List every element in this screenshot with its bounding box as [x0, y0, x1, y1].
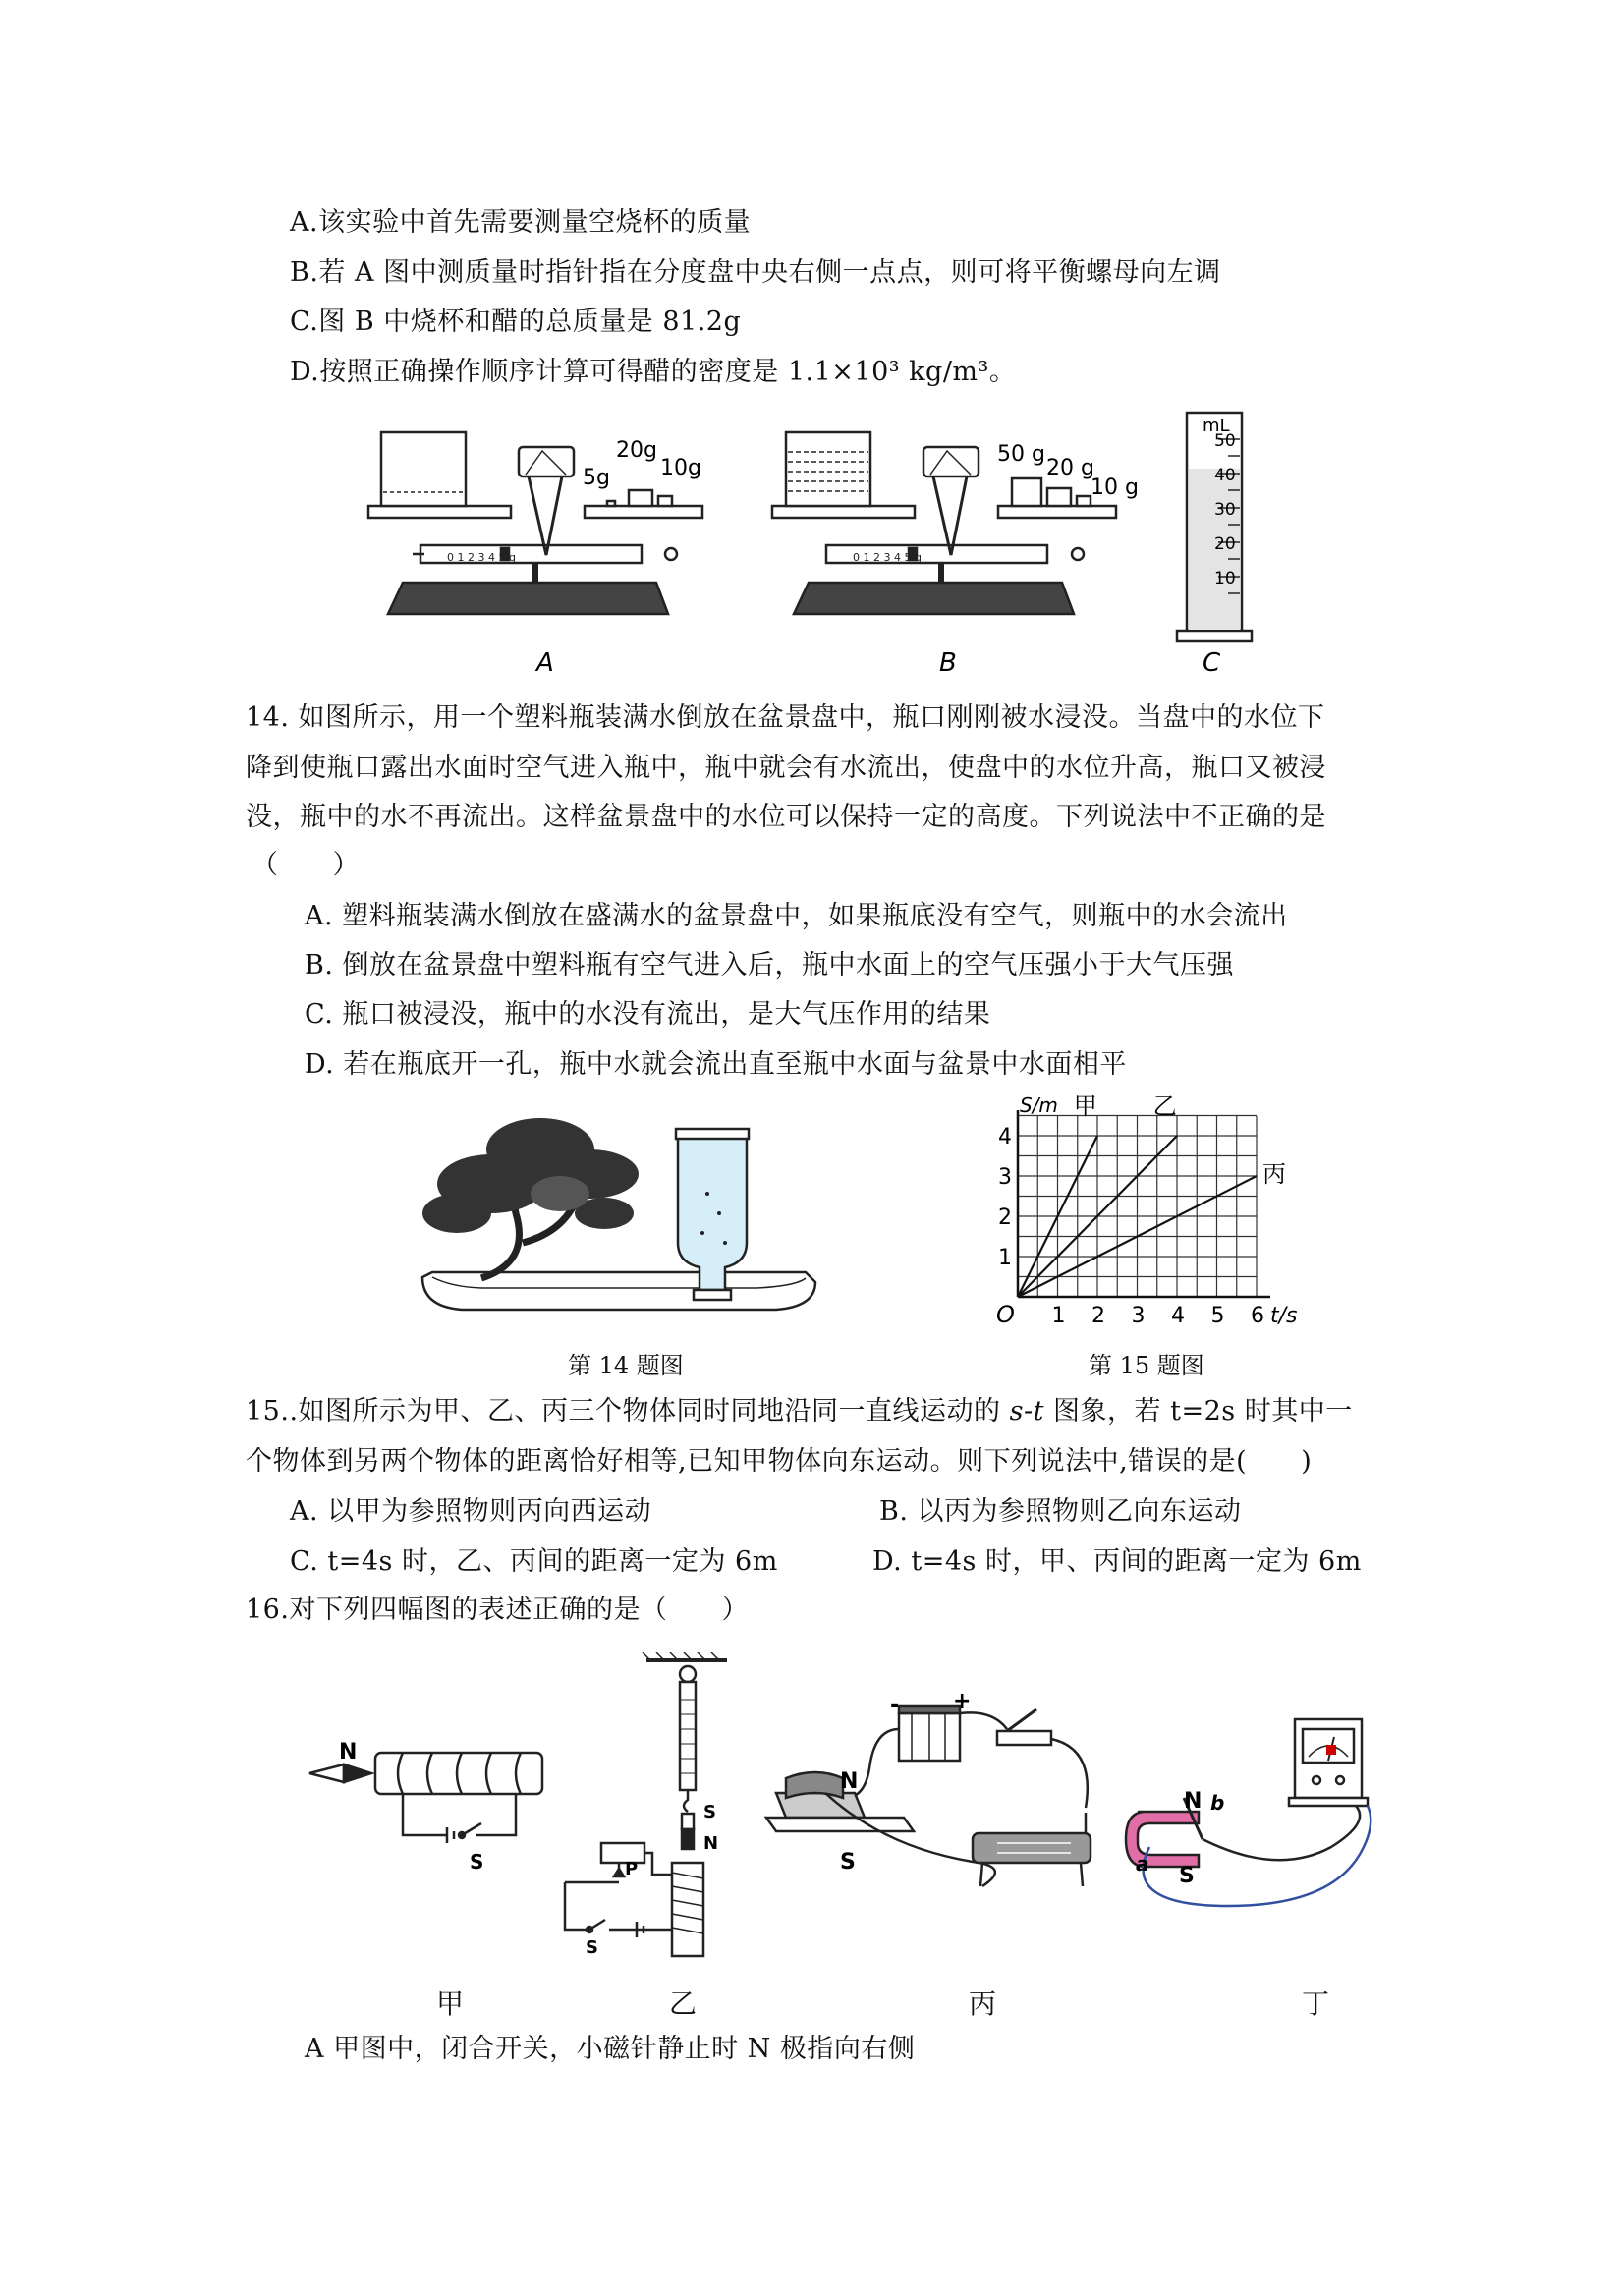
cylinder-unit: mL	[1203, 416, 1230, 436]
balance-a-weight-10g: 10g	[660, 456, 701, 480]
q15-option-d: D. t=4s 时，甲、丙间的距离一定为 6m	[872, 1546, 1362, 1577]
yi-switch-s-label: S	[586, 1937, 598, 1958]
q15-option-a: A. 以甲为参照物则丙向西运动	[290, 1496, 652, 1527]
x-tick-label: 2	[1091, 1304, 1105, 1328]
q15-option-c: C. t=4s 时，乙、丙间的距离一定为 6m	[290, 1546, 778, 1577]
figure-bing-circuit	[766, 1706, 1091, 1886]
q14-option-a: A. 塑料瓶装满水倒放在盛满水的盆景盘中，如果瓶底没有空气，则瓶中的水会流出	[305, 901, 1288, 931]
balance-a-weight-5g: 5g	[583, 466, 610, 490]
q14-option-d: D. 若在瓶底开一孔，瓶中水就会流出直至瓶中水面与盆景中水面相平	[305, 1049, 1127, 1080]
q14-stem-line-1: 14. 如图所示，用一个塑料瓶装满水倒放在盆景盘中，瓶口刚刚被水浸没。当盘中的水位下	[246, 702, 1325, 733]
y-tick-label: 4	[998, 1125, 1012, 1149]
chart-grid	[1018, 1110, 1270, 1297]
q13-option-b: B.若 A 图中测质量时指针指在分度盘中央右侧一点点，则可将平衡螺母向左调	[290, 257, 1221, 288]
q14-option-c: C. 瓶口被浸没，瓶中的水没有流出，是大气压作用的结果	[305, 999, 991, 1030]
q13-figure	[0, 408, 1623, 702]
cylinder-tick-40: 40	[1214, 466, 1236, 485]
jia-switch-s-label: S	[470, 1850, 484, 1874]
balance-b-weight-20g: 20 g	[1046, 456, 1094, 480]
bing-n-label: N	[840, 1769, 859, 1794]
bing-s-label: S	[840, 1850, 856, 1875]
x-tick-label: 1	[1051, 1304, 1066, 1328]
cylinder-tick-10: 10	[1214, 569, 1236, 588]
y-tick-label: 3	[998, 1165, 1012, 1190]
q15-option-b: B. 以丙为参照物则乙向东运动	[879, 1496, 1242, 1527]
jia-n-label: N	[339, 1740, 358, 1764]
q13-option-a: A.该实验中首先需要测量空烧杯的质量	[290, 207, 752, 238]
series-name-label: 乙	[1152, 1092, 1177, 1120]
q15-stem-part-1: 15..如图所示为甲、乙、丙三个物体同时同地沿同一直线运动的	[246, 1396, 1010, 1427]
q16-label-jia: 甲	[436, 1988, 465, 2020]
balance-b-scale: 0 1 2 3 4 5 g	[853, 551, 922, 564]
figure-jia-solenoid	[309, 1753, 542, 1843]
q16-stem: 16.对下列四幅图的表述正确的是（ ）	[246, 1595, 749, 1625]
q15-figure-caption: 第 15 题图	[1089, 1352, 1204, 1379]
balance-b-weight-50g: 50 g	[997, 442, 1045, 467]
series-name-label: 甲	[1073, 1092, 1097, 1120]
x-tick-label: 3	[1131, 1304, 1146, 1328]
bonsai-foliage-icon	[422, 1118, 639, 1233]
q13-option-d: D.按照正确操作顺序计算可得醋的密度是 1.1×10³ kg/m³。	[290, 357, 1017, 387]
q15-st-chart	[992, 1086, 1316, 1341]
yi-magnet-s-label: S	[703, 1802, 716, 1822]
q14-stem-line-2: 降到使瓶口露出水面时空气进入瓶中，瓶中就会有水流出，使盘中的水位升高，瓶口又被浸	[246, 753, 1326, 783]
balance-a-weight-20g: 20g	[616, 438, 657, 463]
series-name-label: 丙	[1262, 1160, 1286, 1188]
q15-stem-part-3: 图象，若 t=2s 时其中一	[1043, 1396, 1353, 1427]
yi-slider-p-label: P	[625, 1859, 639, 1879]
ding-s-label: S	[1179, 1864, 1195, 1888]
y-axis-label: S/m	[1020, 1093, 1058, 1117]
cylinder-tick-20: 20	[1214, 534, 1236, 554]
figure-label-a: A	[536, 648, 554, 678]
y-tick-label: 2	[998, 1205, 1012, 1230]
y-tick-label: 1	[998, 1246, 1012, 1270]
bing-plus-label: +	[953, 1689, 972, 1713]
ding-n-label: N	[1184, 1789, 1203, 1814]
ding-a-label: a	[1136, 1852, 1149, 1876]
q14-figure-caption: 第 14 题图	[568, 1352, 684, 1379]
q14-option-b: B. 倒放在盆景盘中塑料瓶有空气进入后，瓶中水面上的空气压强小于大气压强	[305, 950, 1235, 980]
chart-labels	[996, 1092, 1298, 1328]
x-tick-label: 5	[1210, 1304, 1225, 1328]
x-tick-label: 4	[1171, 1304, 1185, 1328]
ding-b-label: b	[1210, 1791, 1225, 1815]
q14-bonsai-figure	[413, 1105, 825, 1321]
figure-label-c: C	[1203, 648, 1221, 678]
q15-stem-line-2: 个物体到另两个物体的距离恰好相等,已知甲物体向东运动。则下列说法中,错误的是( )	[246, 1446, 1313, 1477]
bing-minus-label: -	[890, 1693, 900, 1717]
figure-label-b: B	[939, 648, 957, 678]
q15-stem-st: s-t	[1009, 1396, 1044, 1427]
q16-figure	[0, 1651, 1623, 1965]
q16-label-bing: 丙	[969, 1988, 997, 2020]
x-tick-label: 6	[1251, 1304, 1264, 1328]
q14-stem-line-3: 没，瓶中的水不再流出。这样盆景盘中的水位可以保持一定的高度。下列说法中不正确的是	[246, 802, 1326, 832]
balance-b-weight-10g: 10 g	[1091, 476, 1139, 500]
figure-ding-galvanometer	[1126, 1719, 1371, 1906]
q15-stem-line-1	[246, 1395, 1353, 1428]
x-axis-label: t/s	[1270, 1304, 1298, 1328]
cylinder-tick-30: 30	[1214, 500, 1236, 520]
origin-label: O	[996, 1301, 1015, 1328]
yi-magnet-n-label: N	[703, 1833, 719, 1854]
q14-answer-blank: （ ）	[252, 850, 360, 880]
cylinder-tick-50: 50	[1214, 431, 1236, 451]
q13-option-c: C.图 B 中烧杯和醋的总质量是 81.2g	[290, 307, 742, 337]
balance-a-scale: 0 1 2 3 4 5 g	[447, 551, 516, 564]
q16-option-a: A 甲图中，闭合开关，小磁针静止时 N 极指向右侧	[305, 2034, 916, 2064]
q16-label-yi: 乙	[669, 1988, 698, 2020]
q16-label-ding: 丁	[1302, 1988, 1330, 2020]
